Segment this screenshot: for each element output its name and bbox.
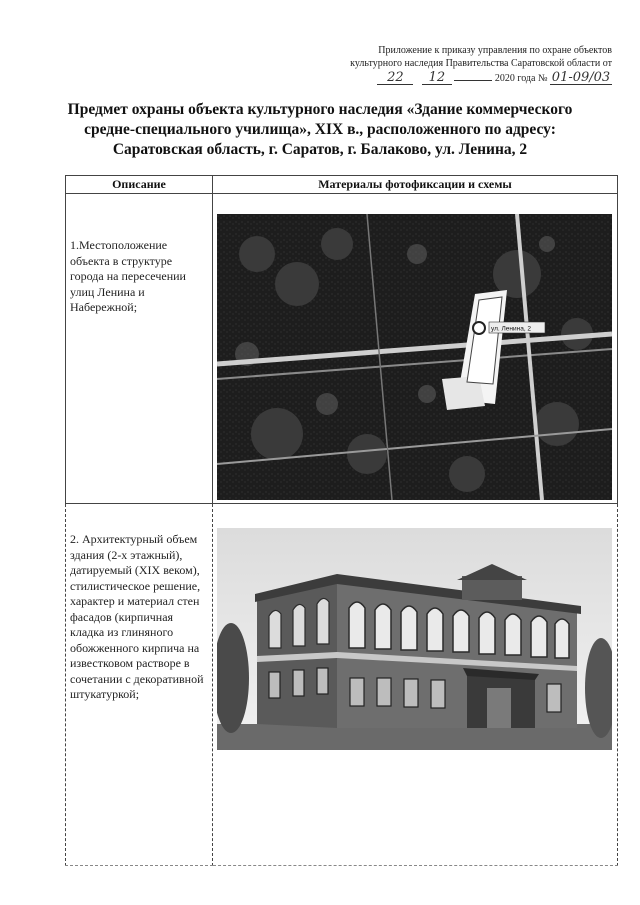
protection-subject-table — [65, 175, 618, 866]
table-row — [66, 194, 618, 504]
appendix-line-1: Приложение к приказу управления по охране объектов — [378, 45, 612, 56]
year-text: 2020 года № — [494, 73, 548, 84]
appendix-note — [300, 44, 612, 85]
order-number: 01-09/03 — [551, 70, 611, 85]
aerial-map-image — [217, 214, 612, 500]
document-title — [50, 100, 590, 160]
title-line-1: Предмет охраны объекта культурного наследия «Здание коммерческого — [67, 101, 573, 118]
header-materials: Материалы фотофиксации и схемы — [213, 176, 618, 194]
table-header-row — [66, 176, 618, 194]
header-description: Описание — [66, 176, 213, 194]
appendix-date-line — [300, 71, 612, 85]
date-month: 12 — [422, 71, 452, 85]
table-row — [66, 504, 618, 866]
map-pin-label: ул. Ленина, 2 — [491, 325, 532, 333]
title-line-2: средне-специального училища», XIX в., расположенного по адресу: — [84, 121, 556, 138]
map-cell — [213, 194, 618, 504]
description-cell — [66, 504, 213, 866]
building-photo — [217, 528, 612, 750]
date-day: 22 — [377, 71, 413, 85]
building-photo-cell — [213, 504, 618, 866]
title-line-3: Саратовская область, г. Саратов, г. Балаково, ул. Ленина, 2 — [112, 141, 528, 158]
description-cell — [66, 194, 213, 504]
row-2-description: 2. Архитектурный объем здания (2-х этажный), датируемый (XIX веком), стилистическое решение, характер и материал стен фасадов (кирпичная кладка из глиняного обожженного кирпича на известковом растворе в сочетании с декоративной штукатуркой; — [70, 532, 204, 701]
row-1-description: 1.Местоположение объекта в структуре города на пересечении улиц Ленина и Набережной; — [70, 238, 186, 314]
appendix-line-2: культурного наследия Правительства Саратовской области от — [350, 58, 612, 69]
